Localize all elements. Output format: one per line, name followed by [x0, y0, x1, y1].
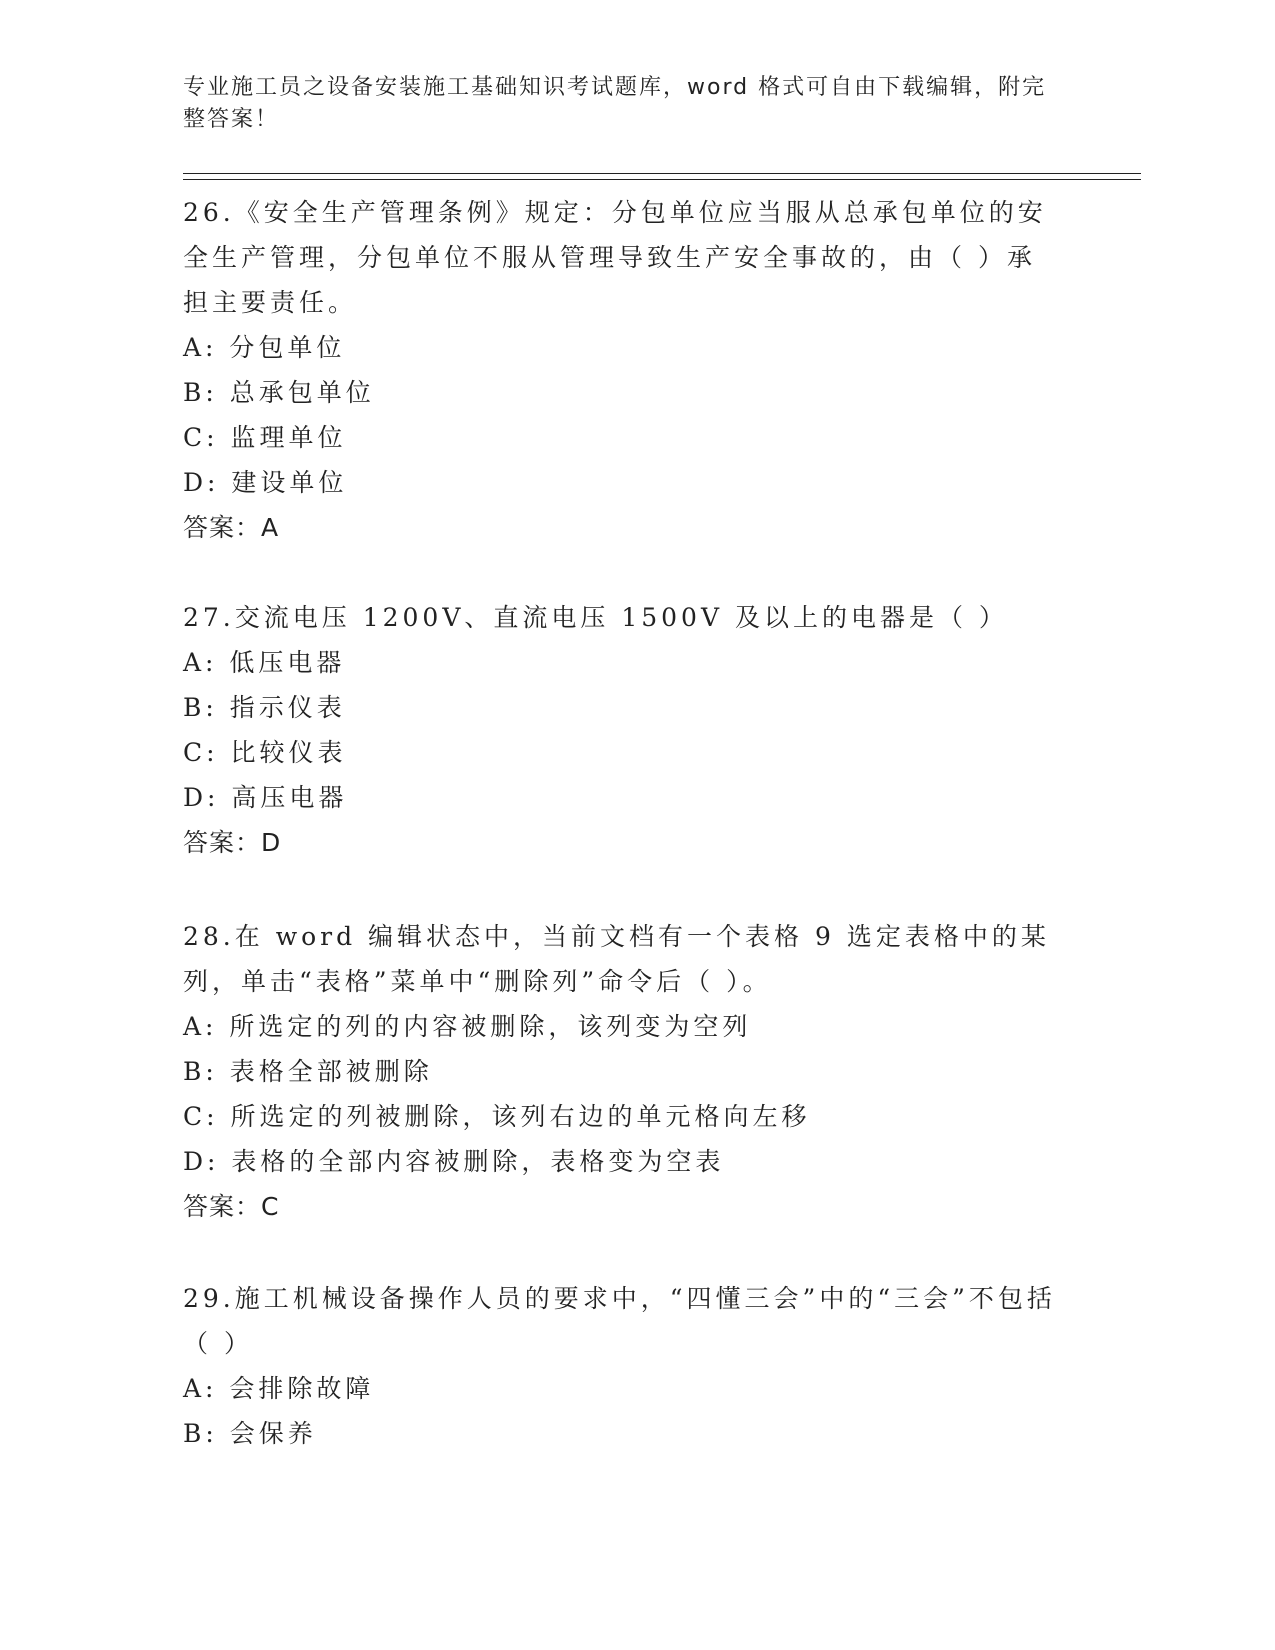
question-text: 29.施工机械设备操作人员的要求中，“四懂三会”中的“三会”不包括（ ）: [183, 1284, 1056, 1358]
answer: 答案：A: [183, 513, 280, 542]
header-divider-top: [183, 173, 1141, 174]
question-28: [183, 914, 1063, 1229]
document-header: 专业施工员之设备安装施工基础知识考试题库，word 格式可自由下载编辑，附完整答案！: [183, 75, 1047, 132]
question-29: [183, 1276, 1063, 1456]
answer: 答案：C: [183, 1192, 280, 1221]
option-b: B: 表格全部被删除: [183, 1057, 433, 1086]
option-a: A: 会排除故障: [183, 1374, 375, 1403]
option-d: D: 建设单位: [183, 468, 348, 497]
question-text: 26.《安全生产管理条例》规定：分包单位应当服从总承包单位的安全生产管理，分包单位不服从管理导致生产安全事故的，由（ ）承担主要责任。: [183, 198, 1047, 317]
option-c: C: 比较仪表: [183, 738, 347, 767]
option-c: C: 监理单位: [183, 423, 347, 452]
header-divider-bottom: [183, 179, 1141, 180]
question-text: 27.交流电压 1200V、直流电压 1500V 及以上的电器是（ ）: [183, 603, 1008, 632]
question-text: 28.在 word 编辑状态中，当前文档有一个表格 9 选定表格中的某列，单击“表格”菜单中“删除列”命令后（ ）。: [183, 922, 1050, 996]
option-b: B: 总承包单位: [183, 378, 375, 407]
question-26: [183, 190, 1063, 550]
option-c: C: 所选定的列被删除，该列右边的单元格向左移: [183, 1102, 811, 1131]
option-a: A: 所选定的列的内容被删除，该列变为空列: [183, 1012, 752, 1041]
option-a: A: 低压电器: [183, 648, 346, 677]
option-d: D: 高压电器: [183, 783, 348, 812]
option-d: D: 表格的全部内容被删除，表格变为空表: [183, 1147, 725, 1176]
option-a: A: 分包单位: [183, 333, 346, 362]
option-b: B: 指示仪表: [183, 693, 346, 722]
option-b: B: 会保养: [183, 1419, 317, 1448]
question-27: [183, 595, 1063, 865]
answer: 答案：D: [183, 828, 282, 857]
